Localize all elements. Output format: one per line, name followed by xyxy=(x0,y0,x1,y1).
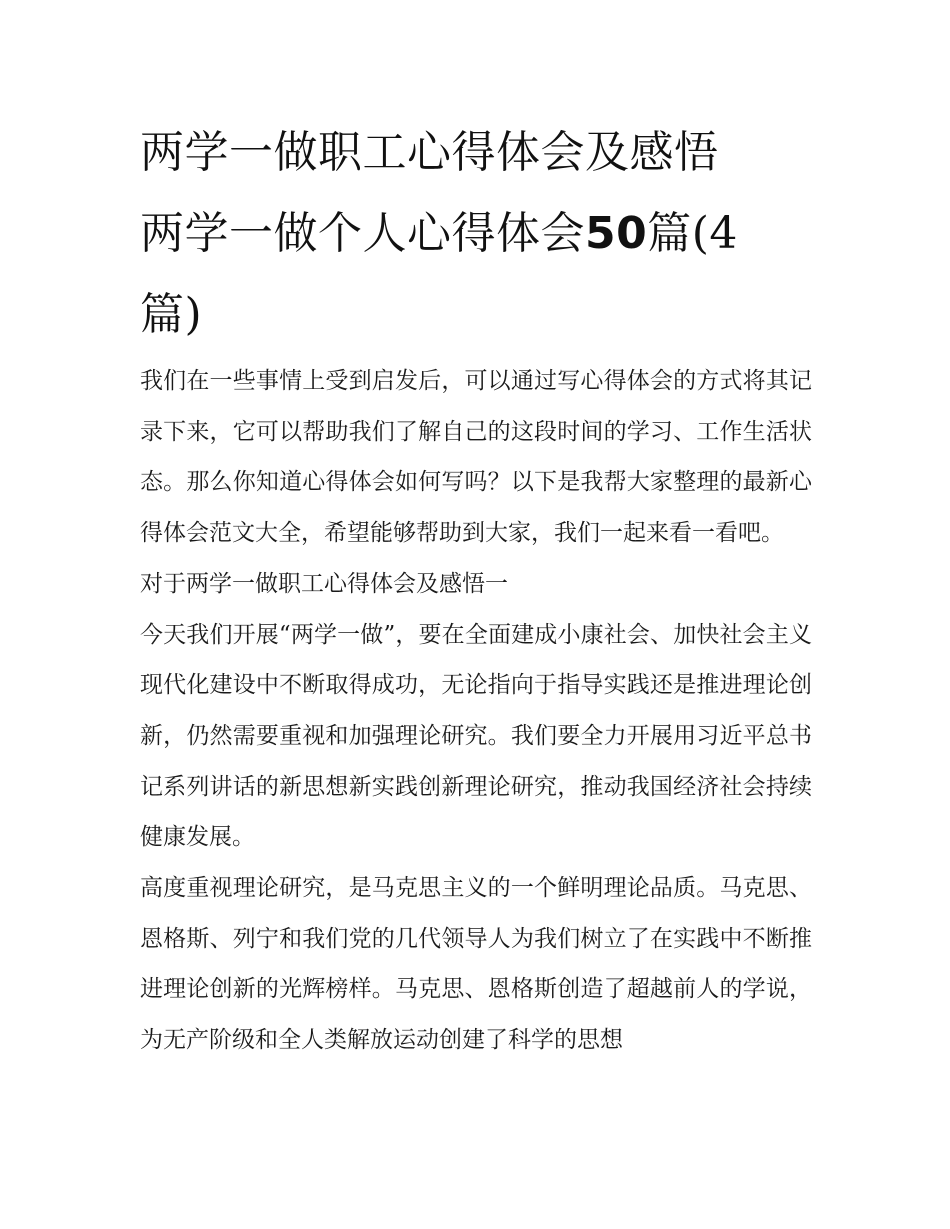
intro-paragraph: 我们在一些事情上受到启发后，可以通过写心得体会的方式将其记录下来，它可以帮助我们了解自己的这段时间的学习、工作生活状态。那么你知道心得体会如何写吗？以下是我帮大家整理的最新心得体会范文大全，希望能够帮助到大家，我们一起来看一看吧。 xyxy=(140,368,812,547)
title-line-1: 两学一做职工心得体会及感悟 xyxy=(140,127,719,178)
document-body xyxy=(140,356,812,1066)
section-heading: 对于两学一做职工心得体会及感悟一 xyxy=(140,570,508,597)
title-line-3: 篇) xyxy=(140,289,203,340)
title-line-2-suffix: 篇(4 xyxy=(647,208,738,259)
title-line-2 xyxy=(140,193,820,274)
title-line-2-number: 50 xyxy=(585,208,648,259)
document-title xyxy=(140,112,820,355)
title-line-2-prefix: 两学一做个人心得体会 xyxy=(140,208,585,259)
body-paragraph: 今天我们开展“两学一做”，要在全面建成小康社会、加快社会主义现代化建设中不断取得成功，无论指向于指导实践还是推进理论创新，仍然需要重视和加强理论研究。我们要全力开展用习近平总书记系列讲话的新思想新实践创新理论研究，推动我国经济社会持续健康发展。 xyxy=(140,621,812,851)
body-paragraph: 高度重视理论研究，是马克思主义的一个鲜明理论品质。马克思、恩格斯、列宁和我们党的几代领导人为我们树立了在实践中不断推进理论创新的光辉榜样。马克思、恩格斯创造了超越前人的学说，为无产阶级和全人类解放运动创建了科学的思想 xyxy=(140,875,812,1054)
